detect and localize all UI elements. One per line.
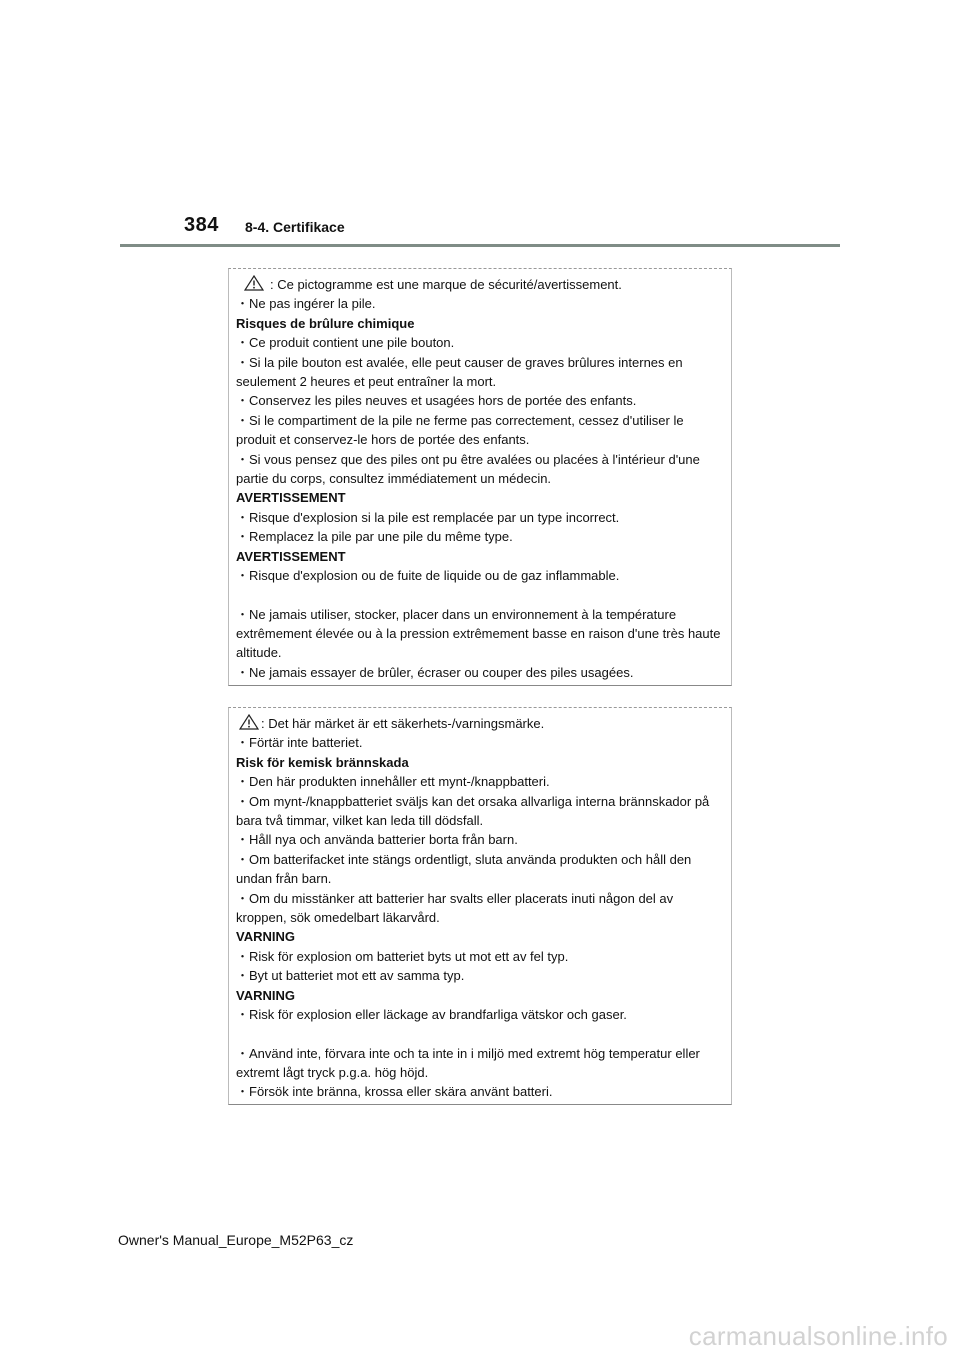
notice-line: ・Si la pile bouton est avalée, elle peut causer de graves brûlures internes en seulement 2 heures et peut entraîner la mort.	[236, 354, 683, 390]
notice-line: ・Om du misstänker att batterier har svalts eller placerats inuti någon del av kroppen, sök omedelbart läkarvård.	[236, 890, 674, 926]
notice-line: ・Risk för explosion om batteriet byts ut mot ett av fel typ.	[236, 948, 569, 964]
notice-heading: Risk för kemisk brännskada	[236, 754, 409, 770]
warning-triangle-icon	[244, 275, 264, 291]
notice-heading: VARNING	[236, 987, 295, 1003]
notice-heading: VARNING	[236, 929, 295, 945]
notice-line: ・Försök inte bränna, krossa eller skära använt batteri.	[236, 1084, 553, 1100]
notice-line: ・Förtär inte batteriet.	[236, 735, 363, 751]
notice-line: ・Ne pas ingérer la pile.	[236, 296, 376, 312]
notice-line: ・Ne jamais essayer de brûler, écraser ou couper des piles usagées.	[236, 664, 634, 680]
manual-id-footer: Owner's Manual_Europe_M52P63_cz	[118, 1232, 354, 1248]
section-title: 8-4. Certifikace	[245, 219, 345, 235]
header-divider	[120, 244, 840, 247]
notice-line: ・Om batterifacket inte stängs ordentligt, sluta använda produkten och håll den undan från barn.	[236, 851, 692, 887]
watermark: carmanualsonline.info	[688, 1321, 948, 1351]
notice-icon-text: : Ce pictogramme est une marque de sécurité/avertissement.	[270, 277, 622, 292]
notice-line: ・Ce produit contient une pile bouton.	[236, 335, 455, 351]
notice-heading: AVERTISSEMENT	[236, 548, 346, 564]
notice-line: ・Si vous pensez que des piles ont pu être avalées ou placées à l'intérieur d'une partie du corps, consultez immédiatement un médecin.	[236, 451, 700, 487]
notice-heading: Risques de brûlure chimique	[236, 315, 415, 331]
notice-line: ・Si le compartiment de la pile ne ferme pas correctement, cessez d'utiliser le produit et conservez-le hors de portée des enfants.	[236, 412, 684, 448]
notice-box-french	[228, 268, 732, 686]
notice-box-swedish	[228, 707, 732, 1105]
notice-icon-line	[236, 275, 723, 294]
page-number: 384	[184, 214, 219, 236]
notice-line: ・Byt ut batteriet mot ett av samma typ.	[236, 968, 465, 984]
notice-line: ・Den här produkten innehåller ett mynt-/knappbatteri.	[236, 774, 550, 790]
notice-icon-line	[236, 714, 723, 733]
notice-line: ・Risk för explosion eller läckage av brandfarliga vätskor och gaser.	[236, 1007, 627, 1023]
notice-line: ・Risque d'explosion si la pile est remplacée par un type incorrect.	[236, 509, 620, 525]
notice-line: ・Håll nya och använda batterier borta från barn.	[236, 832, 518, 848]
notice-line: ・Risque d'explosion ou de fuite de liquide ou de gaz inflammable.	[236, 568, 620, 584]
notice-heading: AVERTISSEMENT	[236, 490, 346, 506]
notice-line: ・Remplacez la pile par une pile du même type.	[236, 529, 513, 545]
warning-triangle-icon	[239, 714, 259, 730]
notice-line: ・Conservez les piles neuves et usagées hors de portée des enfants.	[236, 393, 637, 409]
notice-line: ・Använd inte, förvara inte och ta inte in i miljö med extremt hög temperatur eller extremt lågt tryck p.g.a. hög höjd.	[236, 1045, 700, 1080]
notice-icon-text: : Det här märket är ett säkerhets-/varningsmärke.	[261, 716, 545, 731]
notice-line: ・Om mynt-/knappbatteriet sväljs kan det orsaka allvarliga interna brännskador på bara två timmar, vilket kan leda till dödsfall.	[236, 793, 710, 829]
notice-line: ・Ne jamais utiliser, stocker, placer dans un environnement à la température extrêmement élevée ou à la pression extrêmement basse en raison d'une très haute altitude.	[236, 606, 721, 661]
